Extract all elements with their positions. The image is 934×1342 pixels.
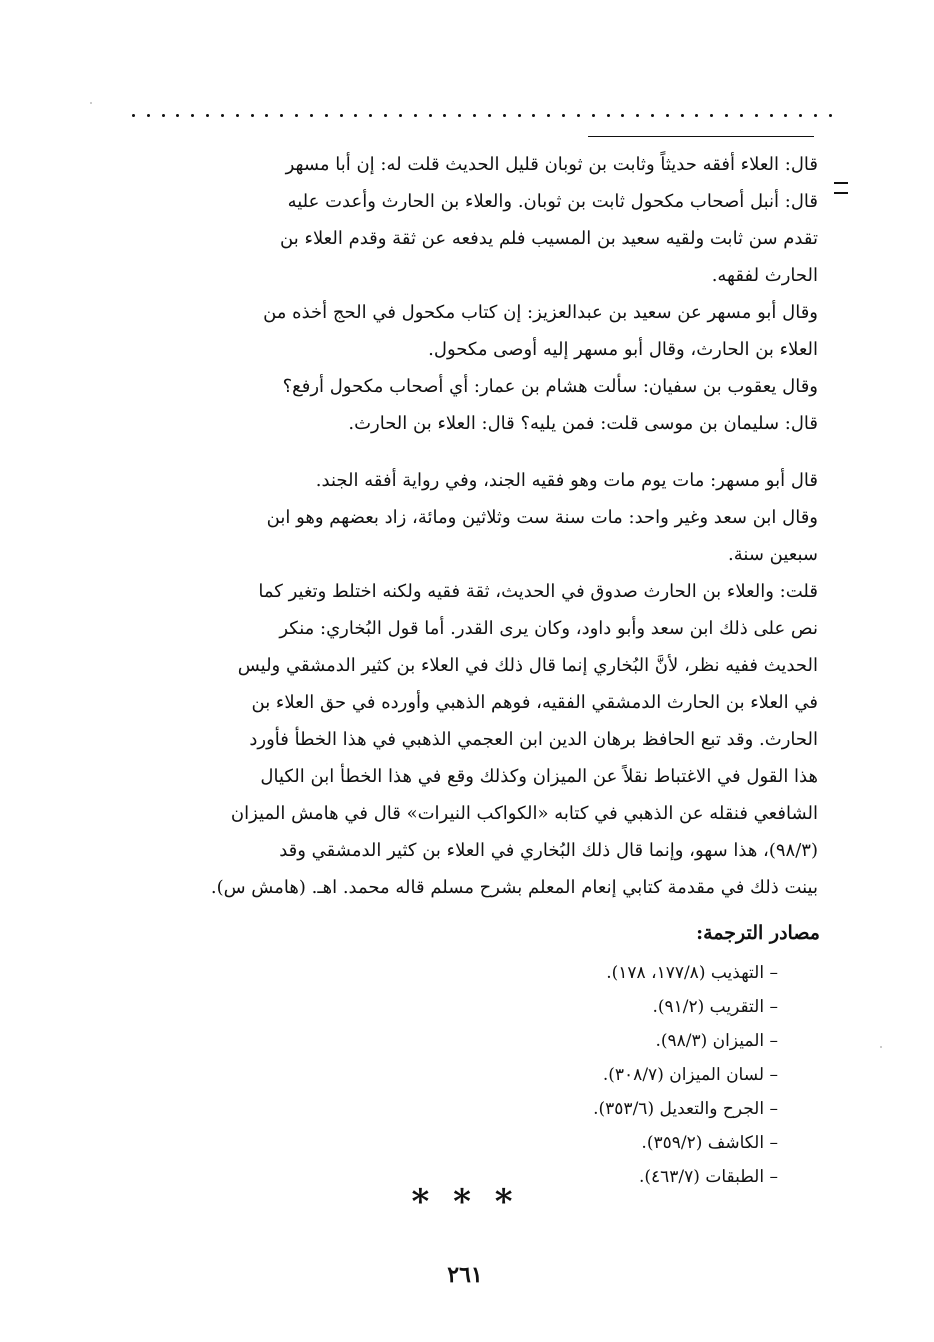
paragraph <box>118 462 818 499</box>
separator-dot <box>651 114 654 117</box>
text-line: وقال أبو مسهر عن سعيد بن عبدالعزيز: إن كتاب مكحول في الحج أخذه من <box>263 302 818 323</box>
separator-dot <box>251 114 254 117</box>
text-line: وقال ابن سعد وغير واحد: مات سنة ست وثلاثين ومائة، زاد بعضهم وهو ابن <box>266 507 818 528</box>
separator-dot <box>132 114 135 117</box>
separator-dot <box>280 114 283 117</box>
separator-dot <box>695 114 698 117</box>
separator-dot <box>354 114 357 117</box>
text-line: نص على ذلك ابن سعد وأبو داود، وكان يرى القدر. أما قول البُخاري: منكر <box>279 618 818 639</box>
separator-dot <box>799 114 802 117</box>
text-line: الشافعي فنقله عن الذهبي في كتابه «الكواكب النيرات» قال في هامش الميزان <box>230 803 818 824</box>
separator-dot <box>532 114 535 117</box>
separator-dot <box>681 114 684 117</box>
section-separator-stars: * * * <box>411 1182 519 1222</box>
separator-dot <box>577 114 580 117</box>
source-item: – التقريب (٩١/٢). <box>500 990 778 1024</box>
separator-dot <box>236 114 239 117</box>
separator-dot <box>814 114 817 117</box>
text-line: الحارث. وقد تبع الحافظ برهان الدين ابن العجمي الذهبي في هذا الخطأ فأورد <box>249 729 818 750</box>
text-line: الحارث لفقهه. <box>711 265 818 286</box>
page-number: ٢٦١ <box>447 1262 483 1288</box>
separator-dot <box>295 114 298 117</box>
text-line: سبعين سنة. <box>728 544 818 565</box>
text-line: قال: العلاء أفقه حديثاً وثابت بن ثوبان قليل الحديث قلت له: إن أبا مسهر <box>285 154 818 175</box>
separator-dot <box>562 114 565 117</box>
separator-dot <box>740 114 743 117</box>
text-line: هذا القول في الاغتباط نقلاً عن الميزان وكذلك وقع في هذا الخطأ ابن الكيال <box>260 766 818 787</box>
separator-dot <box>191 114 194 117</box>
text-line: العلاء بن الحارث، وقال أبو مسهر إليه أوصى مكحول. <box>428 339 818 360</box>
paragraph <box>118 294 818 368</box>
separator-dot <box>176 114 179 117</box>
sources-heading: مصادر الترجمة: <box>696 922 820 944</box>
separator-dot <box>443 114 446 117</box>
separator-dot <box>636 114 639 117</box>
text-line: قال: سليمان بن موسى قلت: فمن يليه؟ قال: العلاء بن الحارث. <box>348 413 818 434</box>
dotted-separator <box>132 108 832 122</box>
paragraph <box>118 499 818 573</box>
source-item: – الجرح والتعديل (٣٥٣/٦). <box>500 1092 778 1126</box>
separator-dot <box>503 114 506 117</box>
separator-dot <box>310 114 313 117</box>
separator-dot <box>488 114 491 117</box>
separator-dot <box>399 114 402 117</box>
separator-dot <box>429 114 432 117</box>
separator-dot <box>666 114 669 117</box>
scan-speck <box>90 102 92 104</box>
footnote-rule <box>588 136 814 137</box>
separator-dot <box>325 114 328 117</box>
text-line: قلت: والعلاء بن الحارث صدوق في الحديث، ثقة فقيه ولكنه اختلط وتغير كما <box>258 581 818 602</box>
text-line: تقدم سن ثابت ولقيه سعيد بن المسيب فلم يدفعه عن ثقة وقدم العلاء بن <box>280 228 818 249</box>
separator-dot <box>725 114 728 117</box>
margin-equals-mark <box>834 182 848 194</box>
separator-dot <box>518 114 521 117</box>
text-line: قال أبو مسهر: مات يوم مات وهو فقيه الجند، وفي رواية أفقه الجند. <box>315 470 818 491</box>
separator-dot <box>458 114 461 117</box>
scan-speck <box>880 1046 882 1048</box>
separator-dot <box>770 114 773 117</box>
sources-list <box>500 956 778 1194</box>
separator-dot <box>547 114 550 117</box>
separator-dot <box>784 114 787 117</box>
source-item: – الميزان (٩٨/٣). <box>500 1024 778 1058</box>
text-line: الحديث ففيه نظر، لأنَّ البُخاري إنما قال ذلك في العلاء بن كثير الدمشقي وليس <box>237 655 818 676</box>
paragraph <box>118 573 818 906</box>
source-item: – الكاشف (٣٥٩/٢). <box>500 1126 778 1160</box>
separator-dot <box>221 114 224 117</box>
text-line: قال: أنبل أصحاب مكحول ثابت بن ثوبان. والعلاء بن الحارث وأعدت عليه <box>287 191 818 212</box>
source-item: – الطبقات (٤٦٣/٧). <box>500 1160 778 1194</box>
separator-dot <box>206 114 209 117</box>
separator-dot <box>473 114 476 117</box>
text-line: في العلاء بن الحارث الدمشقي الفقيه، فوهم الذهبي وأورده في حق العلاء بن <box>251 692 818 713</box>
paragraph <box>118 368 818 442</box>
separator-dot <box>265 114 268 117</box>
source-item: – لسان الميزان (٣٠٨/٧). <box>500 1058 778 1092</box>
separator-dot <box>710 114 713 117</box>
separator-dot <box>147 114 150 117</box>
text-line: وقال يعقوب بن سفيان: سألت هشام بن عمار: أي أصحاب مكحول أرفع؟ <box>282 376 818 397</box>
paragraph <box>118 146 818 294</box>
text-line: بينت ذلك في مقدمة كتابي إنعام المعلم بشرح مسلم قاله محمد. اهـ. (هامش س). <box>210 877 818 898</box>
text-line: (٩٨/٣)، هذا سهو، وإنما قال ذلك البُخاري في العلاء بن كثير الدمشقي وقد <box>279 840 818 861</box>
separator-dot <box>384 114 387 117</box>
separator-dot <box>414 114 417 117</box>
footnote-text <box>118 146 818 906</box>
separator-dot <box>592 114 595 117</box>
separator-dot <box>369 114 372 117</box>
separator-dot <box>607 114 610 117</box>
separator-dot <box>829 114 832 117</box>
separator-dot <box>340 114 343 117</box>
separator-dot <box>162 114 165 117</box>
separator-dot <box>621 114 624 117</box>
source-item: – التهذيب (١٧٧/٨، ١٧٨). <box>500 956 778 990</box>
separator-dot <box>755 114 758 117</box>
